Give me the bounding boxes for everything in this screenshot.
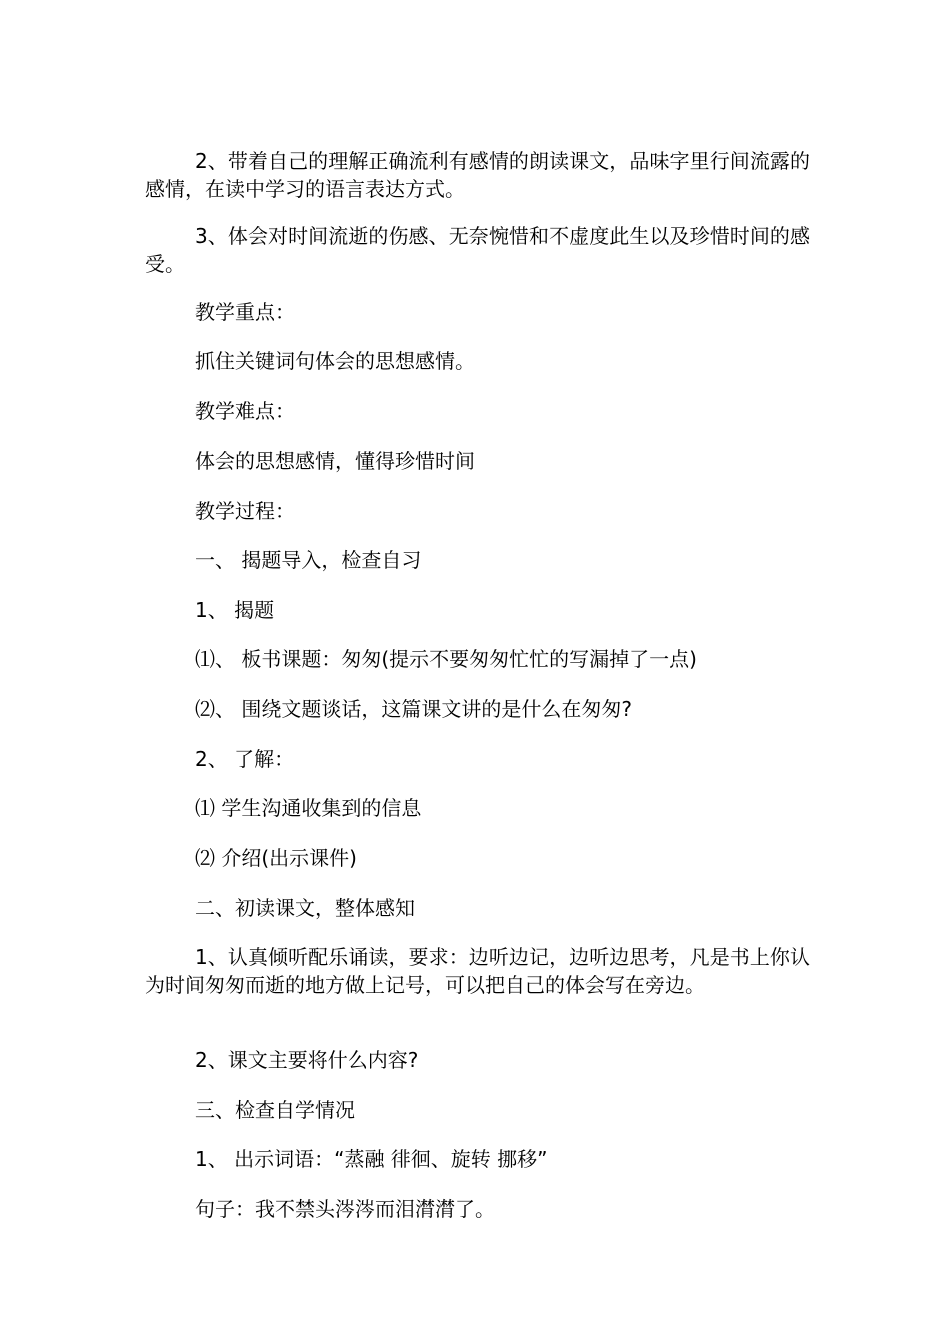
section-heading-2: 二、初读课文，整体感知 <box>195 896 415 920</box>
paragraph-listening-task: 1、认真倾听配乐诵读，要求：边听边记，边听边思考，凡是书上你认为时间匆匆而逝的地方做上记号，可以把自己的体会写在旁边。 <box>145 945 810 997</box>
paragraph-sentence: 句子：我不禁头涔涔而泪潸潸了。 <box>195 1197 495 1221</box>
heading-teaching-difficulty: 教学难点： <box>195 399 295 423</box>
section-heading-1: 一、 揭题导入，检查自习 <box>195 548 422 572</box>
paragraph-teaching-focus: 抓住关键词句体会的思想感情。 <box>195 349 475 373</box>
list-item: ⑵、 围绕文题谈话，这篇课文讲的是什么在匆匆? <box>195 697 632 721</box>
list-item: 2、 了解： <box>195 747 295 771</box>
list-item: 1、 揭题 <box>195 598 275 622</box>
list-item: 2、课文主要将什么内容? <box>195 1048 419 1072</box>
list-item: ⑴、 板书课题：匆匆(提示不要匆匆忙忙的写漏掉了一点) <box>195 647 697 671</box>
list-item: ⑴ 学生沟通收集到的信息 <box>195 796 422 820</box>
heading-teaching-focus: 教学重点： <box>195 300 295 324</box>
list-item: 1、 出示词语：“蒸融 徘徊、旋转 挪移” <box>195 1147 548 1171</box>
paragraph-objective-2: 2、带着自己的理解正确流利有感情的朗读课文，品味字里行间流露的感情，在读中学习的语言表达方式。 <box>145 149 810 201</box>
paragraph-teaching-difficulty: 体会的思想感情，懂得珍惜时间 <box>195 449 475 473</box>
paragraph-objective-3: 3、体会对时间流逝的伤感、无奈惋惜和不虚度此生以及珍惜时间的感受。 <box>145 224 810 276</box>
list-item: ⑵ 介绍(出示课件) <box>195 846 357 870</box>
section-heading-3: 三、检查自学情况 <box>195 1098 355 1122</box>
heading-teaching-process: 教学过程： <box>195 499 295 523</box>
